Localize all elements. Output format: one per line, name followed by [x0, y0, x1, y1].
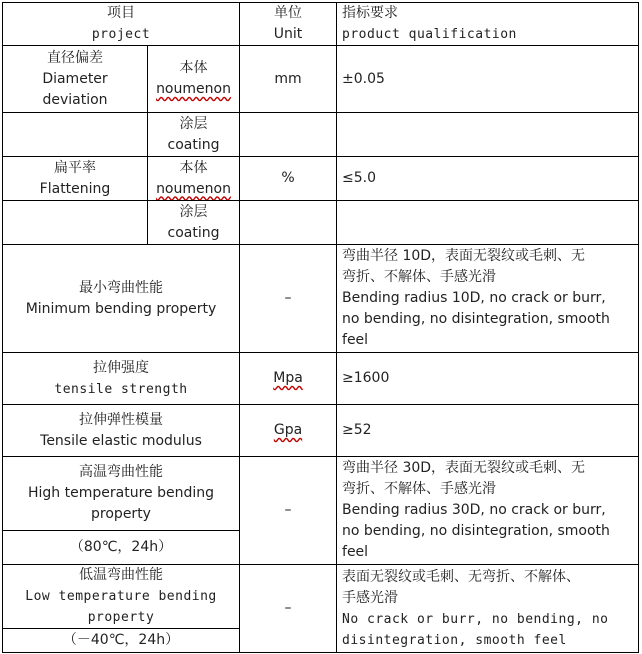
tensile-modulus-label-cell [3, 405, 240, 457]
flattening-cn: 扁平率 [54, 159, 96, 176]
header-unit-en: Unit [273, 26, 303, 42]
header-spec-en: product qualification [342, 27, 517, 42]
low-temp-label-cell [3, 565, 240, 629]
high-temp-en-1: High temperature bending [28, 485, 214, 501]
high-temp-spec-cn-2: 弯折、不解体、手感光滑 [342, 481, 497, 497]
min-bending-spec-en-2: no bending, no disintegration, smooth [342, 311, 610, 327]
min-bending-cn: 最小弯曲性能 [79, 279, 163, 296]
flattening-noumenon-cell [148, 157, 240, 201]
tensile-strength-en: tensile strength [54, 381, 188, 397]
header-item-en: project [91, 27, 151, 42]
diameter-en-1: Diameter [42, 70, 108, 87]
diameter-coating-spec-cell [337, 113, 639, 157]
min-bending-label-cell [3, 245, 240, 353]
flattening-coating-spec-cell [337, 201, 639, 245]
diameter-noumenon-cell [148, 46, 240, 113]
low-temp-spec-cn-1: 表面无裂纹或毛刺、无弯折、不解体、 [342, 568, 581, 585]
header-unit-cell [240, 3, 337, 46]
min-bending-unit-cell: – [240, 245, 337, 353]
table-row [3, 457, 639, 531]
diameter-en-2: deviation [42, 91, 108, 108]
tensile-strength-unit: Mpa [273, 370, 303, 386]
high-temp-unit-cell: – [240, 457, 337, 565]
tensile-strength-unit-cell [240, 353, 337, 405]
flattening-label-cell [3, 157, 148, 201]
flattening-coating-cell [148, 201, 240, 245]
table-row [3, 46, 639, 113]
table-row [3, 201, 639, 245]
low-temp-spec-en-1: No crack or burr, no bending, no [342, 611, 609, 627]
table-row [3, 353, 639, 405]
table-row [3, 405, 639, 457]
diameter-noumenon-en: noumenon [156, 81, 231, 97]
header-spec-cn: 指标要求 [342, 5, 399, 21]
low-temp-spec-en-2: disintegration, smooth feel [342, 632, 567, 648]
low-temp-spec-cell [337, 565, 639, 653]
high-temp-spec-cn-1: 弯曲半径 30D，表面无裂纹或毛刺、无 [342, 460, 586, 476]
diameter-coating-cn: 涂层 [179, 115, 208, 132]
high-temp-spec-en-2: no bending, no disintegration, smooth [342, 523, 610, 539]
low-temp-unit-cell: – [240, 565, 337, 653]
tensile-strength-label-cell [3, 353, 240, 405]
tensile-modulus-unit-cell [240, 405, 337, 457]
min-bending-spec-en-3: feel [342, 332, 369, 348]
header-item-cn: 项目 [107, 5, 135, 21]
table-row [3, 245, 639, 353]
min-bending-spec-en-1: Bending radius 10D, no crack or burr, [342, 290, 606, 306]
low-temp-condition-cell: （－40℃，24h） [3, 629, 240, 653]
tensile-strength-cn: 拉伸强度 [93, 359, 149, 376]
diameter-coating-en: coating [167, 136, 220, 153]
high-temp-cn: 高温弯曲性能 [79, 464, 163, 480]
tensile-modulus-en: Tensile elastic modulus [40, 432, 202, 449]
diameter-blank-cell [3, 113, 148, 157]
diameter-coating-cell [148, 113, 240, 157]
header-spec-cell [337, 3, 639, 46]
high-temp-en-2: property [91, 506, 151, 522]
spec-table [2, 2, 639, 653]
table-row [3, 565, 639, 629]
low-temp-spec-cn-2: 手感光滑 [342, 589, 399, 606]
flattening-coating-en: coating [167, 224, 220, 241]
high-temp-spec-cell [337, 457, 639, 565]
diameter-unit-cell: mm [240, 46, 337, 113]
high-temp-label-cell [3, 457, 240, 531]
low-temp-en-2: property [87, 610, 155, 625]
low-temp-cn: 低温弯曲性能 [79, 567, 163, 583]
diameter-coating-unit-cell [240, 113, 337, 157]
header-unit-cn: 单位 [274, 5, 303, 21]
high-temp-condition-cell: （80℃，24h） [3, 531, 240, 565]
flattening-noumenon-en: noumenon [156, 180, 231, 197]
header-item-cell [3, 3, 240, 46]
high-temp-spec-en-3: feel [342, 544, 369, 560]
diameter-noumenon-cn: 本体 [179, 60, 208, 76]
table-row [3, 157, 639, 201]
table-row [3, 113, 639, 157]
tensile-modulus-cn: 拉伸弹性模量 [79, 411, 163, 428]
tensile-modulus-spec-cell: ≥52 [337, 405, 639, 457]
tensile-modulus-unit: Gpa [273, 422, 303, 438]
header-row [3, 3, 639, 46]
flattening-spec-cell: ≤5.0 [337, 157, 639, 201]
flattening-coating-cn: 涂层 [179, 203, 208, 220]
flattening-blank-cell [3, 201, 148, 245]
diameter-label-cell [3, 46, 148, 113]
flattening-en: Flattening [39, 180, 111, 197]
min-bending-spec-cn-2: 弯折、不解体、手感光滑 [342, 269, 497, 285]
min-bending-en: Minimum bending property [25, 300, 217, 317]
min-bending-spec-cn-1: 弯曲半径 10D，表面无裂纹或毛刺、无 [342, 248, 586, 264]
flattening-coating-unit-cell [240, 201, 337, 245]
tensile-strength-spec-cell: ≥1600 [337, 353, 639, 405]
high-temp-spec-en-1: Bending radius 30D, no crack or burr, [342, 502, 606, 518]
diameter-cn: 直径偏差 [47, 49, 103, 66]
min-bending-spec-cell [337, 245, 639, 353]
low-temp-en-1: Low temperature bending [25, 589, 217, 604]
flattening-unit-cell: % [240, 157, 337, 201]
diameter-spec-cell: ±0.05 [337, 46, 639, 113]
flattening-noumenon-cn: 本体 [179, 159, 208, 176]
